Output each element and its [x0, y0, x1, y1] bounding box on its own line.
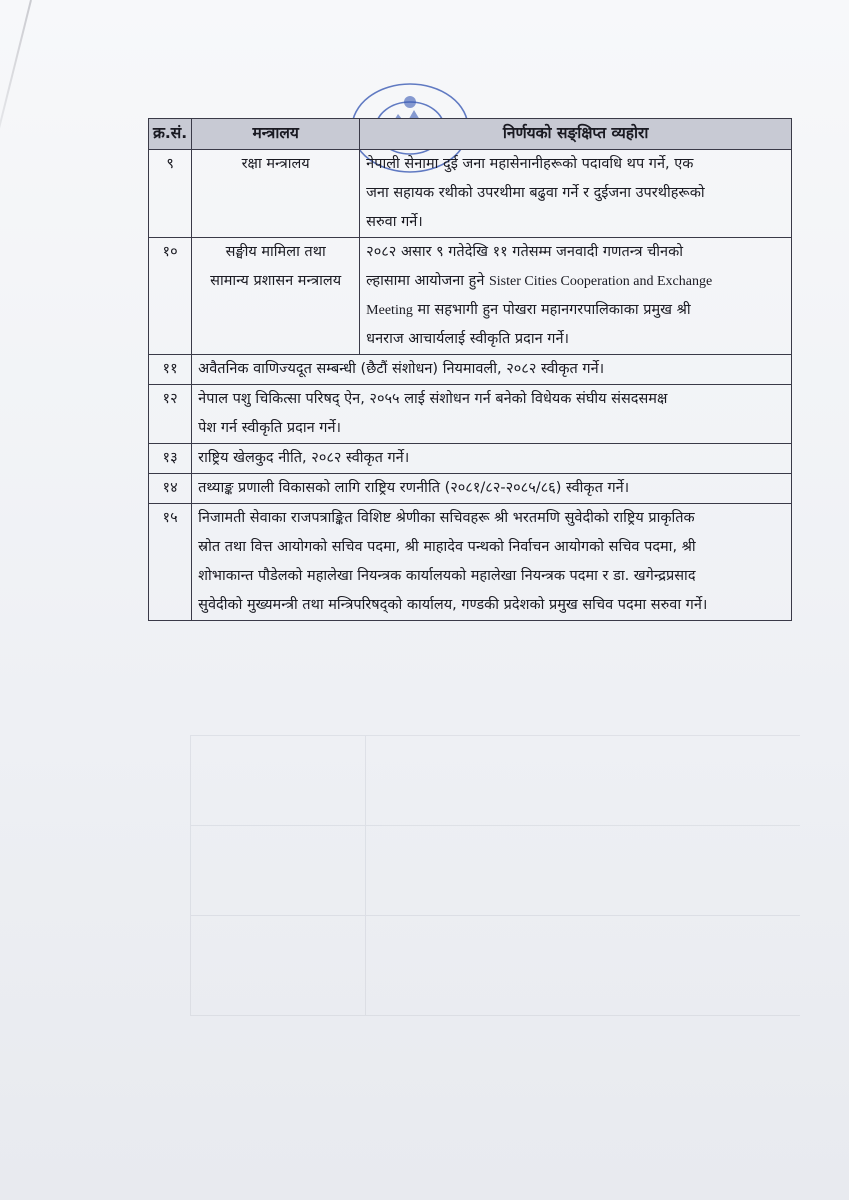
- row-decision: [192, 444, 792, 474]
- header-decision-summary: निर्णयको सङ्क्षिप्त व्यहोरा: [360, 119, 792, 150]
- row-serial-number: १२: [149, 385, 192, 444]
- row-decision: [192, 474, 792, 504]
- row-serial-number: ९: [149, 150, 192, 238]
- table-row: [149, 150, 792, 238]
- row-decision: [360, 150, 792, 238]
- cabinet-decision-table: [148, 118, 792, 621]
- event-name-english: Sister Cities Cooperation and Exchange: [488, 274, 713, 289]
- decision-line: [366, 267, 785, 296]
- row-decision: [192, 504, 792, 621]
- decision-line: जना सहायक रथीको उपरथीमा बढुवा गर्ने र दुईजना उपरथीहरूको: [366, 185, 705, 201]
- row-ministry: रक्षा मन्त्रालय: [192, 150, 360, 238]
- row-serial-number: १५: [149, 504, 192, 621]
- ministry-line: सङ्घीय मामिला तथा: [225, 244, 326, 260]
- header-ministry: मन्त्रालय: [192, 119, 360, 150]
- decision-line: अवैतनिक वाणिज्यदूत सम्बन्धी (छैटौं संशोधन) नियमावली, २०८२ स्वीकृत गर्ने।: [198, 361, 605, 377]
- decision-line: राष्ट्रिय खेलकुद नीति, २०८२ स्वीकृत गर्ने।: [198, 450, 410, 466]
- decision-line: [366, 296, 785, 325]
- row-serial-number: १४: [149, 474, 192, 504]
- table-header-row: [149, 119, 792, 150]
- decision-text: मा सहभागी हुन पोखरा महानगरपालिकाका प्रमुख श्री: [417, 302, 691, 318]
- table-row: [149, 238, 792, 355]
- ministry-line: सामान्य प्रशासन मन्त्रालय: [210, 273, 342, 289]
- table-row: [149, 474, 792, 504]
- table-row: [149, 385, 792, 444]
- decision-line: तथ्याङ्क प्रणाली विकासको लागि राष्ट्रिय रणनीति (२०८१/८२-२०८५/८६) स्वीकृत गर्ने।: [198, 480, 630, 496]
- decision-line: शोभाकान्त पौडेलको महालेखा नियन्त्रक कार्यालयको महालेखा नियन्त्रक पदमा र डा. खगेन्द्रप्रसाद: [198, 568, 696, 584]
- paper-fold-mark: [0, 0, 32, 204]
- row-decision: [192, 385, 792, 444]
- row-decision: [360, 238, 792, 355]
- decision-line: २०८२ असार ९ गतेदेखि ११ गतेसम्म जनवादी गणतन्त्र चीनको: [366, 244, 683, 260]
- row-serial-number: १३: [149, 444, 192, 474]
- decision-line: सुवेदीको मुख्यमन्त्री तथा मन्त्रिपरिषद्को कार्यालय, गण्डकी प्रदेशको प्रमुख सचिव पदमा सरुवा गर्ने।: [198, 597, 708, 613]
- event-name-english: Meeting: [366, 303, 413, 318]
- decision-line: स्रोत तथा वित्त आयोगको सचिव पदमा, श्री माहादेव पन्थको निर्वाचन आयोगको सचिव पदमा, श्री: [198, 539, 696, 555]
- decision-line: सरुवा गर्ने।: [366, 214, 423, 230]
- decision-line: नेपाल पशु चिकित्सा परिषद् ऐन, २०५५ लाई संशोधन गर्न बनेको विधेयक संघीय संसदसमक्ष: [198, 391, 668, 407]
- bleed-through-table: [190, 640, 800, 1030]
- decision-line: धनराज आचार्यलाई स्वीकृति प्रदान गर्ने।: [366, 331, 569, 347]
- row-serial-number: १०: [149, 238, 192, 355]
- row-decision: [192, 355, 792, 385]
- table-row: [149, 444, 792, 474]
- decision-line: नेपाली सेनामा दुई जना महासेनानीहरूको पदावधि थप गर्ने, एक: [366, 156, 694, 172]
- table-row: [149, 355, 792, 385]
- table-row: [149, 504, 792, 621]
- header-serial-number: क्र.सं.: [149, 119, 192, 150]
- decision-line: निजामती सेवाका राजपत्राङ्कित विशिष्ट श्रेणीका सचिवहरू श्री भरतमणि सुवेदीको राष्ट्रिय प्राकृतिक: [198, 510, 695, 526]
- decision-text: ल्हासामा आयोजना हुने: [366, 273, 485, 289]
- decision-line: पेश गर्न स्वीकृति प्रदान गर्ने।: [198, 420, 341, 436]
- row-serial-number: ११: [149, 355, 192, 385]
- row-ministry: [192, 238, 360, 355]
